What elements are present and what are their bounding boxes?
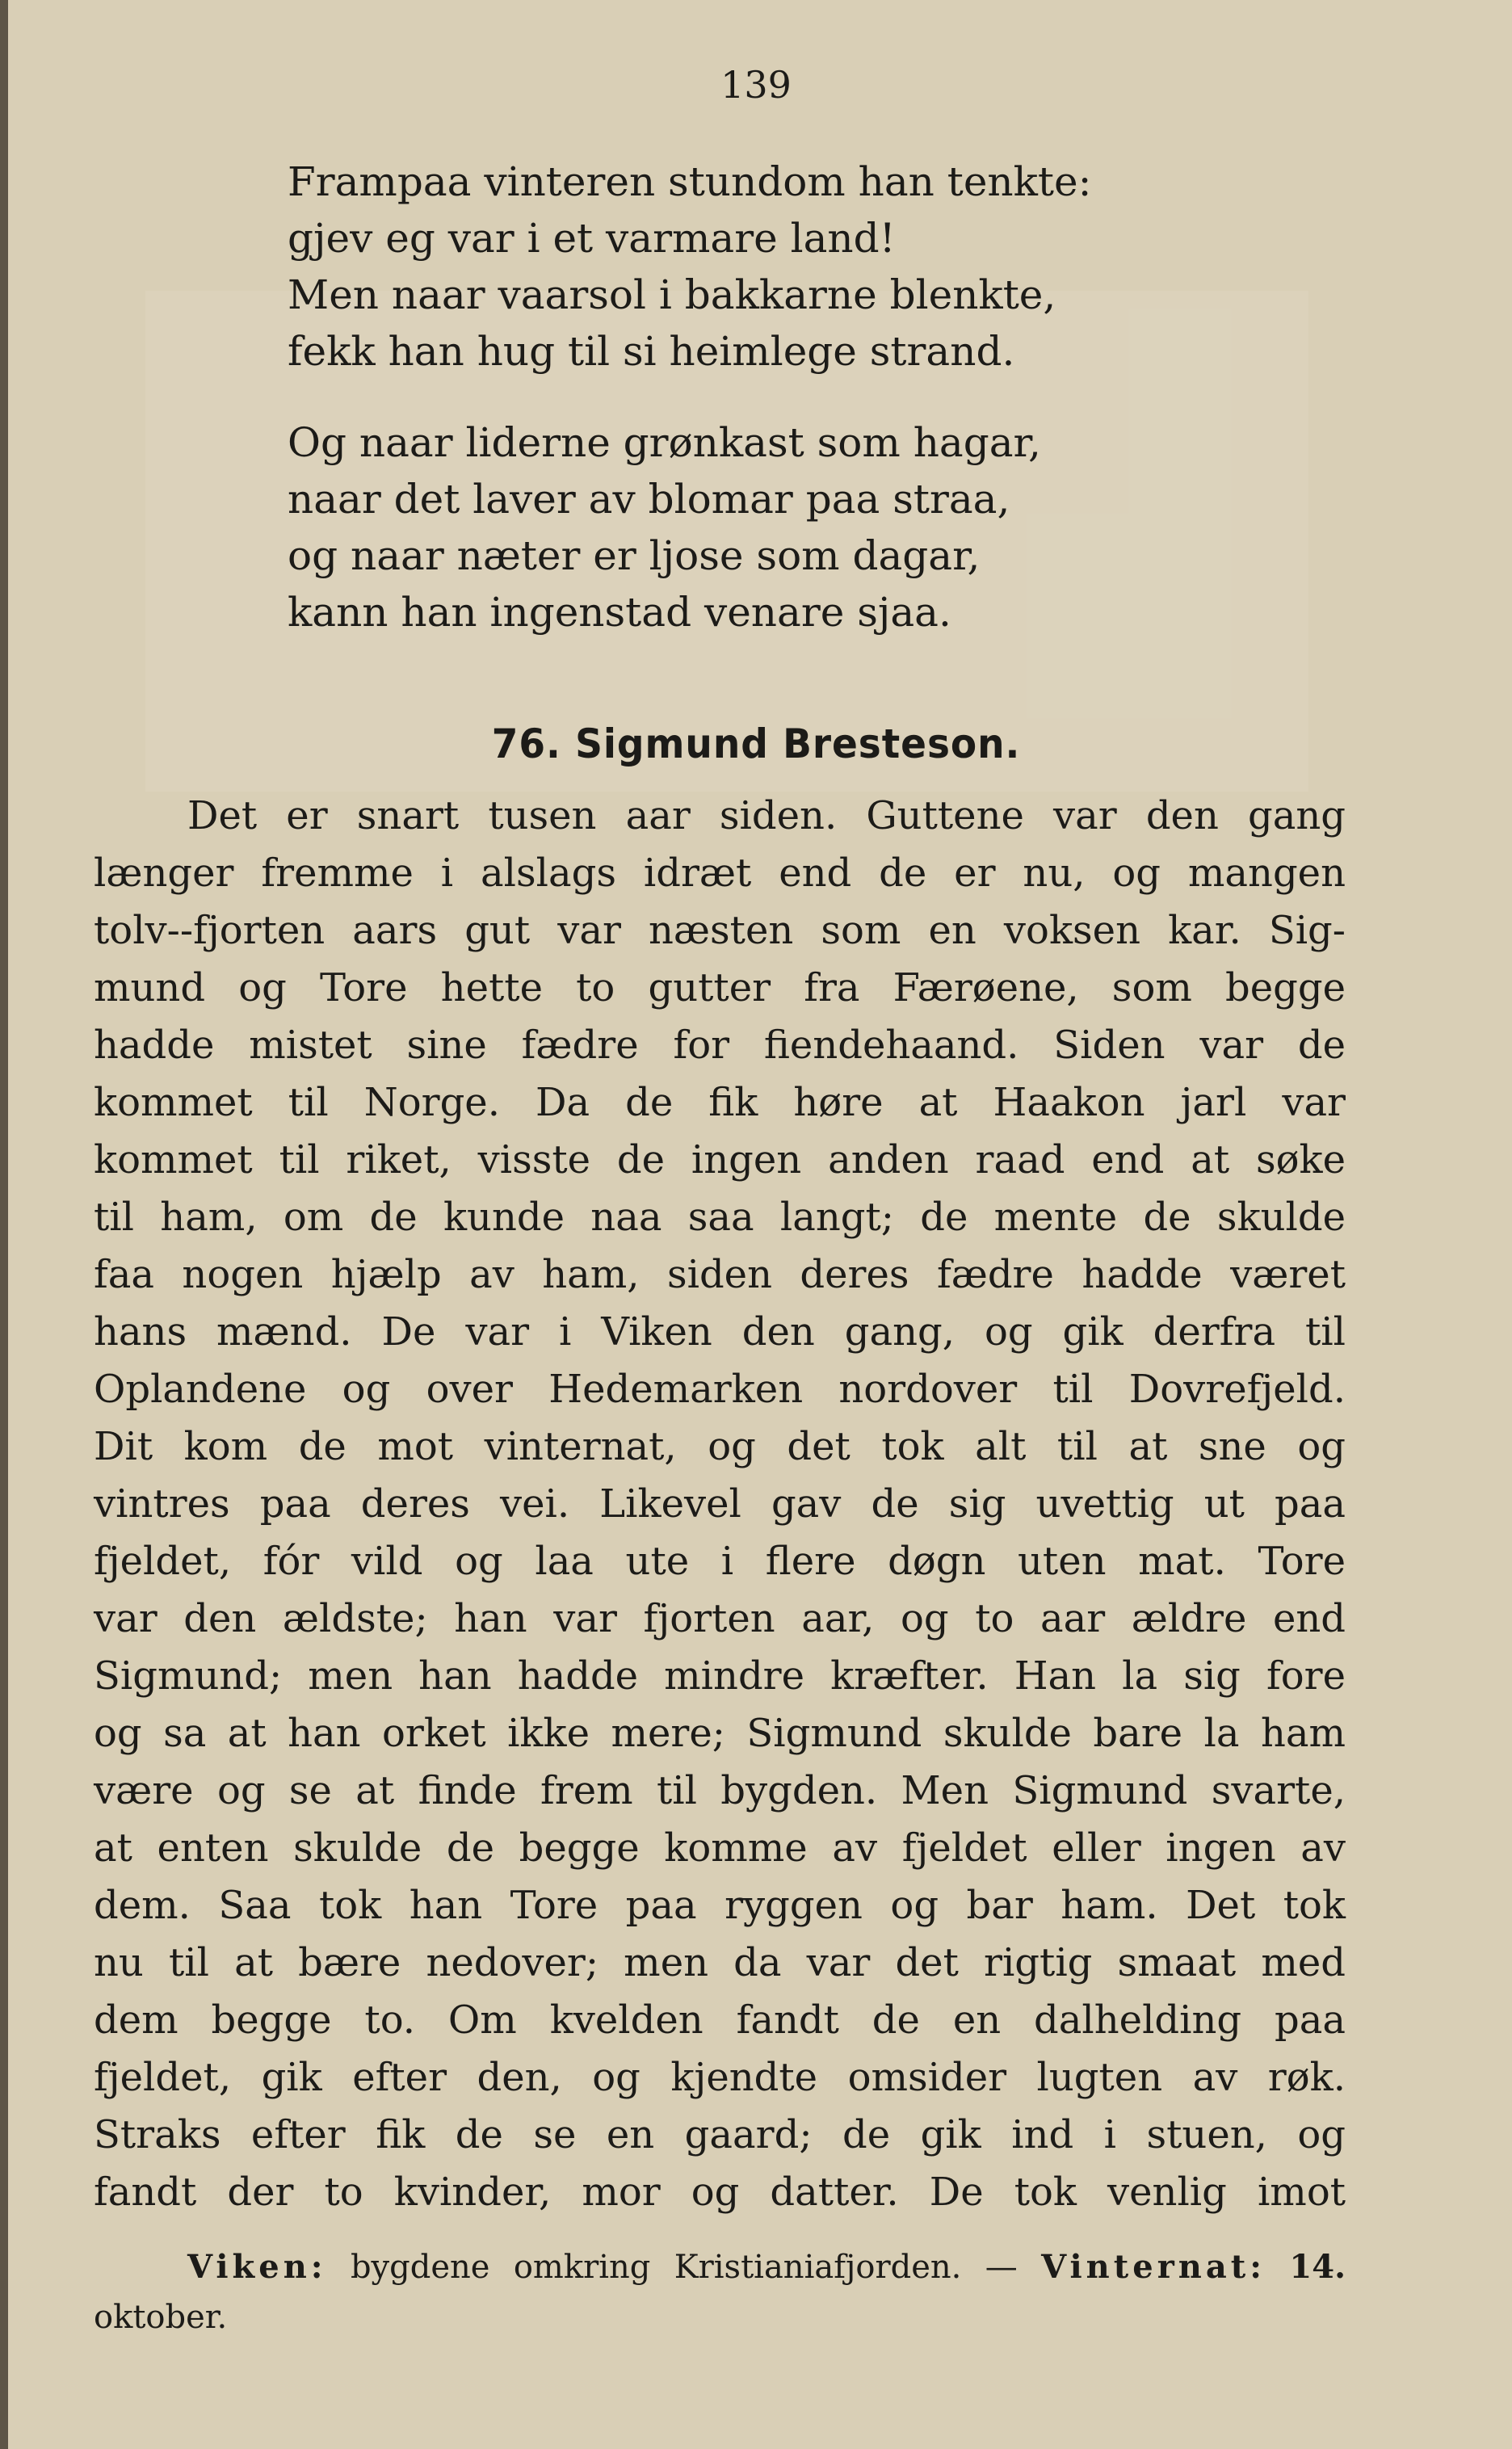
body-line: og sa at han orket ikke mere; Sigmund skulde bare la ham [94,1711,1346,1756]
poem-line: Men naar vaarsol i bakkarne blenkte, [288,271,1056,318]
body-line: længer fremme i alslags idræt end de er nu, og mangen [94,851,1346,896]
body-line: tolv--fjorten aars gut var næsten som en voksen kar. Sig- [94,908,1346,953]
body-line: Straks efter fik de se en gaard; de gik ind i stuen, og [94,2112,1346,2157]
body-line: faa nogen hjælp av ham, siden deres fædre hadde været [94,1252,1346,1297]
body-line: vintres paa deres vei. Likevel gav de sig uvettig ut paa [94,1481,1346,1527]
footnote-term: Viken: [187,2248,327,2286]
body-line: hans mænd. De var i Viken den gang, og gik derfra til [94,1309,1346,1355]
body-text [94,788,1346,2221]
body-line: Det er snart tusen aar siden. Guttene var den gang [187,793,1346,838]
body-line: at enten skulde de begge komme av fjeldet eller ingen av [94,1825,1346,1871]
poem-line: Og naar liderne grønkast som hagar, [288,419,1041,466]
body-line: Dit kom de mot vinternat, og det tok alt til at sne og [94,1424,1346,1469]
body-line: til ham, om de kunde naa saa langt; de mente de skulde [94,1195,1346,1240]
body-line: dem. Saa tok han Tore paa ryggen og bar ham. Det tok [94,1883,1346,1928]
body-line: kommet til riket, visste de ingen anden raad end at søke [94,1137,1346,1182]
poem-line: fekk han hug til si heimlege strand. [288,328,1015,375]
poem [288,153,1257,675]
poem-stanza [288,153,1257,380]
body-line: kommet til Norge. Da de fik høre at Haakon jarl var [94,1080,1346,1125]
poem-line: Frampaa vinteren stundom han tenkte: [288,158,1092,205]
footnote-term: Vinternat: [1041,2248,1266,2286]
footnote-definition: oktober. [94,2299,228,2336]
footnote [94,2242,1346,2342]
section-title: 76. Sigmund Bresteson. [491,720,1021,767]
body-line: fjeldet, fór vild og laa ute i flere døgn uten mat. Tore [94,1539,1346,1584]
body-line: dem begge to. Om kvelden fandt de en dalhelding paa [94,1997,1346,2043]
poem-line: gjev eg var i et varmare land! [288,215,896,262]
poem-line: naar det laver av blomar paa straa, [288,476,1010,523]
footnote-line [94,2292,1346,2342]
body-line: fjeldet, gik efter den, og kjendte omsider lugten av røk. [94,2055,1346,2100]
footnote-line [94,2242,1346,2292]
page-spine-edge [0,0,8,2449]
poem-stanza [288,414,1257,641]
body-line: Sigmund; men han hadde mindre kræfter. Han la sig fore [94,1653,1346,1699]
body-line: Oplandene og over Hedemarken nordover til Dovrefjeld. [94,1367,1346,1412]
body-line: hadde mistet sine fædre for fiendehaand. Siden var de [94,1023,1346,1068]
body-line: var den ældste; han var fjorten aar, og to aar ældre end [94,1596,1346,1641]
body-line: nu til at bære nedover; men da var det rigtig smaat med [94,1940,1346,1985]
footnote-definition: bygdene omkring Kristianiafjorden. — [350,2249,1018,2286]
body-line: fandt der to kvinder, mor og datter. De tok venlig imot [94,2170,1346,2215]
body-line: være og se at finde frem til bygden. Men Sigmund svarte, [94,1768,1346,1813]
poem-line: kann han ingenstad venare sjaa. [288,589,951,636]
footnote-definition: 14. [1289,2248,1346,2286]
poem-line: og naar næter er ljose som dagar, [288,532,981,579]
page-number: 139 [720,63,792,107]
body-line: mund og Tore hette to gutter fra Færøene, som begge [94,965,1346,1010]
